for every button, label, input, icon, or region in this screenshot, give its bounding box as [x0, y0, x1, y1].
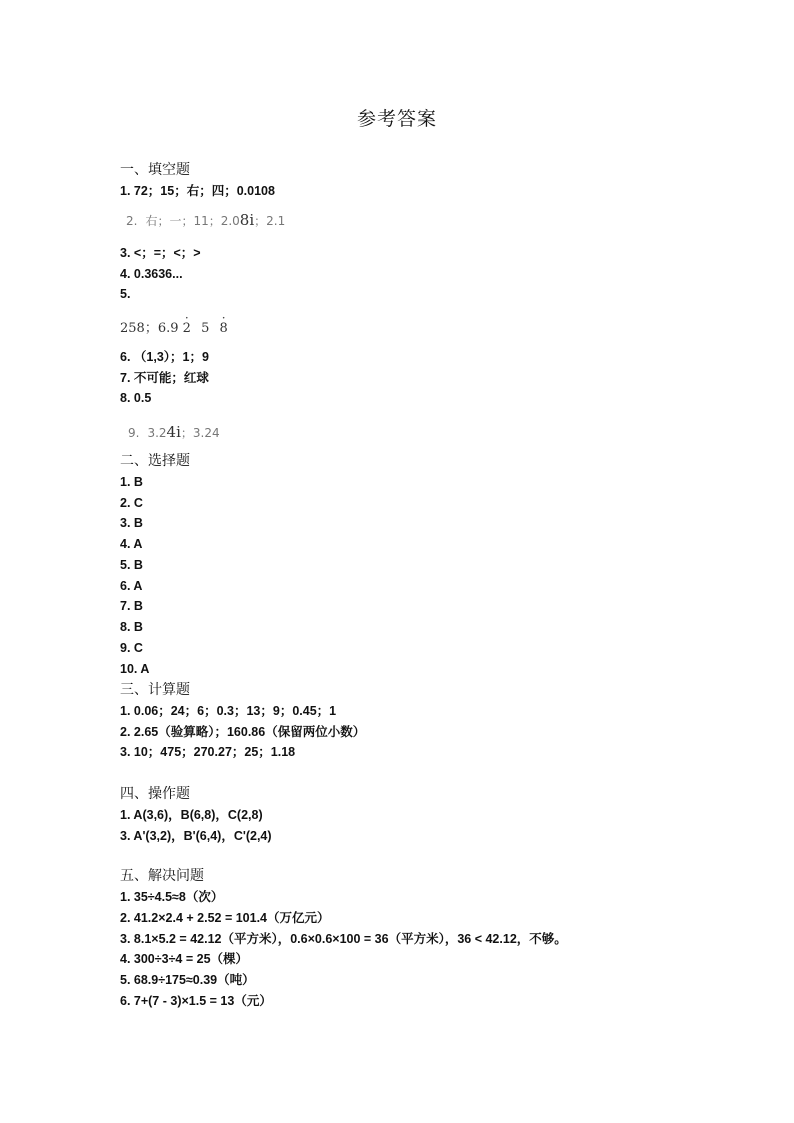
operate-answer: 1. A(3,6)，B(6,8)，C(2,8): [120, 808, 263, 822]
section-heading-solve: 五、解决问题: [120, 868, 204, 884]
choice-answer: 9. C: [120, 641, 143, 655]
calc-answer: 3. 10；475；270.27；25；1.18: [120, 745, 296, 759]
fill-answer-9-tail: ；3.24: [180, 426, 220, 440]
fill-answer-2-repeating: 8i: [239, 211, 255, 229]
choice-answer: 6. A: [120, 579, 143, 593]
solve-answer: 2. 41.2×2.4 + 2.52 = 101.4（万亿元）: [120, 911, 330, 925]
calc-answer: 1. 0.06；24；6；0.3；13；9；0.45；1: [120, 704, 337, 718]
choice-answer: 4. A: [120, 537, 143, 551]
section-heading-choice: 二、选择题: [120, 453, 190, 469]
fill-answer-5-digit-5: 5: [201, 321, 210, 336]
solve-answer: 5. 68.9÷175≈0.39（吨）: [120, 973, 255, 987]
fill-answer-9-repeating: 4i: [166, 423, 181, 441]
fill-answer-7: 7. 不可能；红球: [120, 371, 209, 385]
fill-answer-9-number: 9.: [128, 426, 140, 440]
fill-answer-5: [120, 321, 228, 337]
fill-answer-9: [120, 424, 220, 441]
page-title: 参考答案: [356, 108, 437, 130]
fill-answer-1: 1. 72；15；右；四；0.0108: [120, 184, 275, 198]
choice-answer: 3. B: [120, 516, 143, 530]
solve-answer: 6. 7+(7 - 3)×1.5 = 13（元）: [120, 994, 272, 1008]
calc-answer: 2. 2.65（验算略）；160.86（保留两位小数）: [120, 725, 366, 739]
fill-answer-4: 4. 0.3636...: [120, 267, 183, 281]
fill-answer-2-text: 右；一；11；2.0: [145, 214, 240, 228]
fill-answer-2-number: 2.: [126, 214, 138, 228]
fill-answer-9-text: 3.2: [147, 426, 167, 440]
fill-answer-5-lead: 258；6.9: [120, 321, 179, 336]
choice-answer: 5. B: [120, 558, 143, 572]
section-heading-calc: 三、计算题: [120, 682, 190, 698]
solve-answer: 1. 35÷4.5≈8（次）: [120, 890, 224, 904]
choice-answer: 2. C: [120, 496, 143, 510]
fill-answer-5-number: 5.: [120, 287, 131, 301]
solve-answer: 4. 300÷3÷4 = 25（棵）: [120, 952, 249, 966]
fill-answer-5-digit-8: · 8: [219, 321, 227, 337]
section-heading-fill: 一、填空题: [120, 162, 190, 178]
fill-answer-2-tail: ；2.1: [254, 214, 286, 228]
choice-answer: 10. A: [120, 662, 150, 676]
fill-answer-8: 8. 0.5: [120, 391, 152, 405]
fill-answer-5-digit-2: · 2: [183, 321, 191, 337]
solve-answer: 3. 8.1×5.2 = 42.12（平方米），0.6×0.6×100 = 36（平方米），36 < 42.12，不够。: [120, 932, 567, 946]
choice-answer: 8. B: [120, 620, 143, 634]
choice-answer: 1. B: [120, 475, 143, 489]
fill-answer-3: 3. <；=；<；>: [120, 246, 201, 260]
section-heading-operate: 四、操作题: [120, 786, 190, 802]
operate-answer: 3. A'(3,2)，B'(6,4)，C'(2,4): [120, 829, 272, 843]
choice-answer: 7. B: [120, 599, 143, 613]
fill-answer-2: [120, 212, 285, 229]
fill-answer-6: 6. （1,3）；1；9: [120, 350, 209, 364]
